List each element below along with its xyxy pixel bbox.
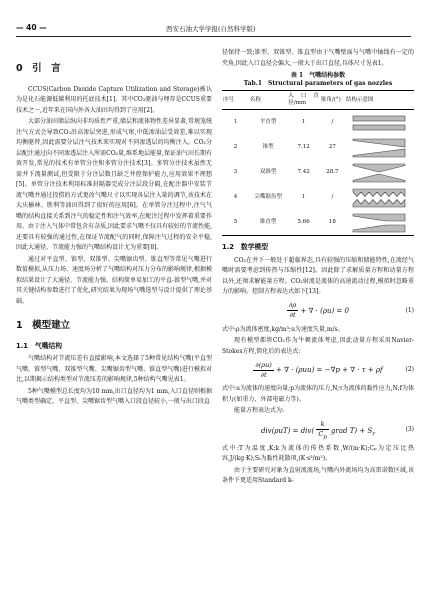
equation-1-body: + ∇ · (ρu) = 0	[300, 306, 349, 315]
table-row	[222, 185, 414, 210]
inlet-diameter: 1	[301, 194, 306, 201]
table-header-no: 序号	[222, 91, 249, 110]
inlet-diameter: 5.66	[287, 210, 320, 236]
table-caption-en: Tab.1 Structural parameters of gas nozzles	[243, 80, 393, 87]
row-number: 3	[233, 169, 238, 176]
subsection-title-math-model: 1.2 数学模型	[222, 243, 269, 251]
nozzle-schematic-cone	[345, 135, 414, 160]
table-row	[222, 210, 414, 236]
table-row	[222, 160, 414, 185]
nozzle-schematic-cone-straight	[345, 210, 414, 236]
equation-3	[222, 420, 414, 440]
table-row	[222, 110, 414, 136]
equation-2-body: + ∇ · (ρuu) = −∇p + ∇ · τ + ρf	[276, 366, 383, 374]
table-caption-cn: 表 1 气嘴结构参数	[290, 72, 346, 79]
equation-1-number: (1)	[405, 306, 414, 314]
model-paragraph-2: 5种气嘴模型总长度均为10 mm,出口直径均为1 mm,入口直径则根据气嘴类型确定。平直型、尖嘴锯齿型气嘴入口段直径较小,一般与出口段直	[16, 387, 212, 405]
right-column	[222, 48, 414, 488]
inlet-diameter: 7.42	[297, 169, 310, 176]
table-row	[222, 135, 414, 160]
equation-1-fraction: $\frac{\partial\rho}{\partial t}$	[289, 301, 297, 319]
equation-2-number: (2)	[405, 366, 414, 373]
cone-angle: /	[331, 119, 334, 126]
inlet-diameter: 1	[301, 119, 306, 126]
nozzle-schematic-straight	[345, 110, 414, 136]
equation-3-fraction: $\frac{k}{C_p}$	[318, 419, 327, 440]
math-paragraph-2: 现有模型都将CO₂作为牛顿流体考虑,因此动量方程采用Navier-Stokes方程,简化后的表达式:	[222, 337, 414, 355]
equation-3-subscript: r	[372, 431, 376, 438]
continued-paragraph: 径保持一致;锥型、双锥型、锥直型由于气嘴壁面与气嘴中轴线有一定的夹角,因此入口直径会偏大,一般大于出口直径,具体尺寸见表1。	[222, 49, 414, 67]
equation-2-fraction: $\frac{\partial(\rho u)}{\partial t}$	[255, 360, 272, 379]
nozzle-name: 尖嘴锯齿型	[254, 194, 282, 201]
nozzle-name: 锥直型	[249, 210, 287, 236]
nozzle-name: 平直型	[259, 119, 277, 126]
row-number: 1	[233, 119, 238, 126]
cone-angle: 28.7	[326, 169, 339, 176]
cone-angle: 27	[328, 144, 336, 151]
table-header-schematic: 结构示意图	[345, 91, 414, 110]
cone-angle: 18	[320, 210, 345, 236]
math-paragraph-4: 由于主要研究对象为直射流流场,气嘴内外流场均为高雷诺数区域,该条件下更适用Standard k-	[222, 466, 414, 484]
table-header-inlet-diameter: 入口直径/mm	[287, 91, 320, 110]
math-paragraph-1: CO₂在井下一般处于超临界态,具有较强的压缩和储能特性,在流经气嘴时需要考虑到传热与压缩性[12]。因此除了求解质量方程和动量方程以外,还须求解能量方程。CO₂射流是流体的高速流动过程,模拟时忽略重力的影响。控制方程表达式如下[13]。	[222, 256, 414, 295]
equation-3-right: grad T) + S	[331, 426, 373, 435]
nozzle-schematic-sawtooth	[345, 185, 414, 210]
nozzle-schematic-double-cone	[345, 160, 414, 185]
cone-angle: /	[331, 194, 334, 201]
nozzle-name: 锥型	[262, 144, 274, 151]
left-column	[16, 48, 212, 409]
section-title-model: 1 模型建立	[16, 320, 71, 331]
intro-paragraph-2: 大部分油田储层纵向非均质性严重,储层和流体物性差异显著,常规笼统注气方式会导致CO₂沿高渗层突进,形成气窜,中低渗油层受效差,难以实现均衡驱替,因此需要分层注气技术来实现对不同渗透层的均衡注入。CO₂分层配注通过向不同渗透层注入所需CO₂量,维系地层能量,保证油气田长期有效开发,常见的技术有单管分注和多管分注技术[3]。多管分注技术虽然无需井下流量测试,但受限于分注层数且缺乏井控保护能力,应用效果不理想[5]。单管分注技术利用标准封隔器完成分注层段分隔,在配注器中安装节流气嘴并通过投捞的方式更改气嘴尺寸以实现各层注入量的调节,该技术在大庆榆林、胜利等油田得到了很好的应用[6]。在单管分注过程中,注气气嘴的结构直接关系到注气的稳定性和注气效率,在配注过程中发挥着重要作用。由于注入气体中常包含有杂质,因此要求气嘴不仅具有较好的节流性能,还要具有较强的通过性,在保证节流配气的同时,保障注气过程的安全平稳,因此大通径、节流能力强的气嘴结构设计尤为重要[8]。	[16, 118, 212, 251]
section-title-introduction: 0 引 言	[16, 63, 61, 74]
subsection-title-nozzle-structure: 1.1 气嘴结构	[16, 341, 63, 350]
running-header	[16, 20, 411, 37]
inlet-diameter: 7.12	[297, 144, 310, 151]
row-number: 2	[233, 144, 238, 151]
math-paragraph-3: 能量方程表达式为:	[234, 407, 285, 414]
equation-1	[222, 301, 414, 321]
nozzle-name: 双锥型	[259, 169, 277, 176]
journal-name: 西安石油大学学报(自然科学版)	[166, 25, 256, 33]
equation-3-number: (3)	[405, 425, 414, 433]
row-number: 5	[222, 210, 249, 236]
equation-1-definition: 式中:ρ为流体密度,kg/m³;u为速度矢量,m/s。	[222, 325, 344, 333]
nozzle-parameter-table	[222, 90, 414, 236]
equation-3-definition: 式中:T为温度,K;k为流体的传热系数,W/(m·K);Cₚ为定压比热容,J/(kg·K);Sₜ为黏性耗散项,(K·s³/m²)。	[222, 444, 414, 462]
equation-2	[222, 360, 414, 380]
page-number: — 40 —	[16, 23, 47, 32]
row-number: 4	[233, 194, 238, 201]
intro-paragraph-3: 通过对平直型、锥型、双锥型、尖嘴锯齿型、锥直型等常见气嘴进行数值模拟,从压力场、速度场分析了气嘴结构对压力分布的影响规律,根据模拟结果设计了大通径、节流能力强、结构简单易加工的平直-锥型气嘴,并对其关键结构参数进行了优化,研究结果为现场气嘴选型与设计提供了理论基础。	[16, 255, 212, 305]
equation-2-definition: 式中:u为流体的速度向量;p为流体的压力,N;τ为流体的黏性应力,N;f为体积力(如重力、外部电磁力等)。	[222, 385, 414, 403]
model-paragraph-1: 气嘴结构对节流压差有直接影响,本文选择了5种常见结构气嘴(平直型气嘴、锥型气嘴、双锥型气嘴、尖嘴锯齿型气嘴、锥直型气嘴)进行模拟对比,以期揭示结构类型对节流压差的影响规律,5种结构气嘴见表1。	[16, 355, 212, 383]
equation-3-left: div(ρuT) = div(	[260, 426, 315, 435]
table-header-name: 名称	[249, 91, 287, 110]
intro-paragraph-1: CCUS(Carbon Dioxide Capture Utilization and Storage)被认为是化石能源低碳利用的托底技术[1]。其中CO₂驱油与埋存是CCUS重要技术之一,近年来在国内外各大油田均得到了应用[2]。	[16, 85, 212, 114]
table-header-cone-angle: 锥角/(°)	[320, 91, 345, 110]
